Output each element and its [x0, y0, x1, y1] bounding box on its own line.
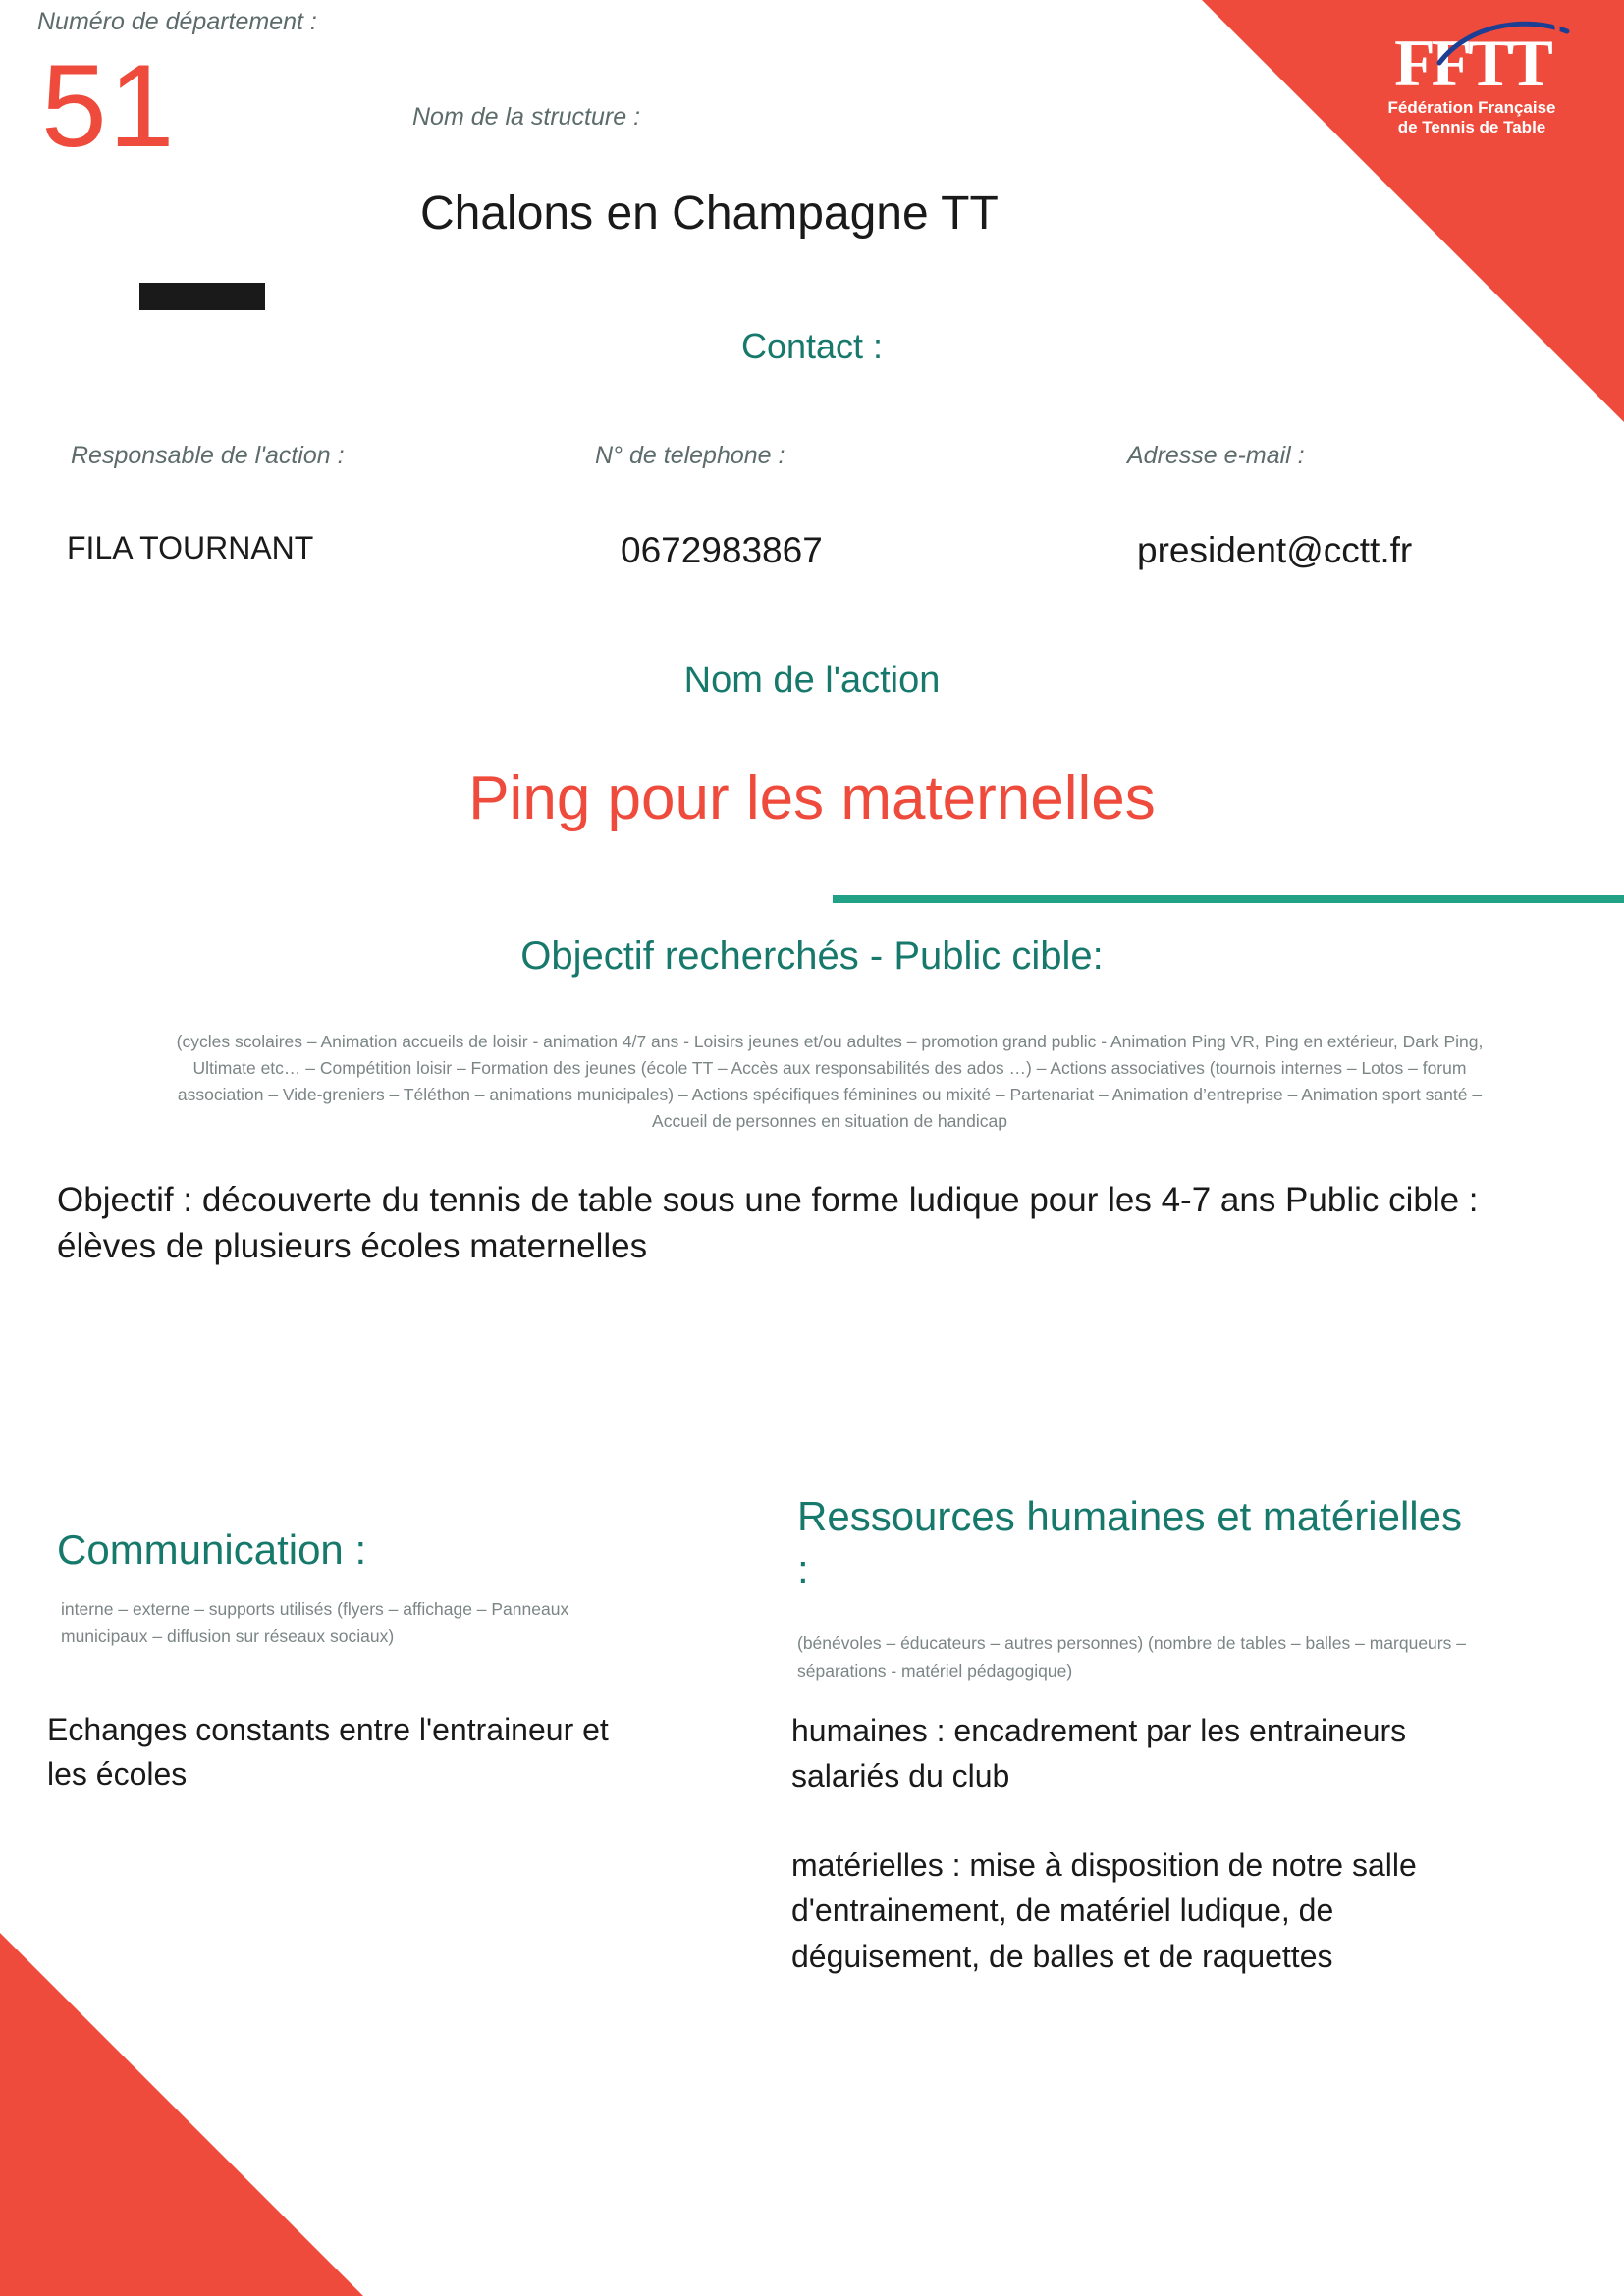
bottom-left-red-corner: [0, 1933, 363, 2296]
department-underline: [139, 283, 265, 310]
responsable-label: Responsable de l'action :: [71, 442, 345, 469]
logo-subtitle-line2: de Tennis de Table: [1397, 117, 1546, 136]
objectif-title: Objectif recherchés - Public cible:: [520, 934, 1104, 978]
email-label: Adresse e-mail :: [1127, 442, 1305, 469]
logo-swoosh-icon: [1430, 14, 1577, 73]
responsable-value: FILA TOURNANT: [67, 530, 314, 565]
email-value: president@cctt.fr: [1137, 530, 1413, 570]
communication-body: Echanges constants entre l'entraineur et les écoles: [47, 1712, 609, 1792]
objectif-body: Objectif : découverte du tennis de table sous une forme ludique pour les 4-7 ans Public cible : élèves de plusieurs écoles maternelles: [57, 1181, 1479, 1265]
teal-divider: [833, 895, 1624, 903]
ressources-helper-text: (bénévoles – éducateurs – autres personnes) (nombre de tables – balles – marqueurs – séparations - matériel pédagogique): [797, 1633, 1466, 1681]
structure-value: Chalons en Champagne TT: [420, 187, 999, 240]
action-name: Ping pour les maternelles: [468, 765, 1156, 832]
logo-wordmark: FFTT: [1394, 26, 1549, 100]
contact-title: Contact :: [740, 326, 884, 366]
ressources-title: Ressources humaines et matérielles :: [797, 1493, 1462, 1592]
ressources-body-materielles: matérielles : mise à disposition de notre salle d'entrainement, de matériel ludique, de déguisement, de balles et de raquettes: [791, 1846, 1417, 1974]
communication-helper-text: interne – externe – supports utilisés (flyers – affichage – Panneaux municipaux – diffusion sur réseaux sociaux): [61, 1599, 569, 1646]
telephone-value: 0672983867: [621, 530, 823, 570]
department-label: Numéro de département :: [37, 8, 317, 35]
telephone-label: N° de telephone :: [595, 442, 785, 469]
logo-subtitle-line1: Fédération Française: [1387, 98, 1556, 117]
objectif-helper-text: (cycles scolaires – Animation accueils de loisir - animation 4/7 ans - Loisirs jeunes et/ou adultes – promotion grand public - Animation Ping VR, Ping en extérieur, Dark Ping, Ultimate etc… – Compétition loisir – Formation des jeunes (école TT – Accès aux responsabilités des ados …) – Actions associatives (tournois internes – Lotos – forum association – Vide-greniers – Téléthon – animations municipales) – Actions spécifiques féminines ou mixité – Partenariat – Animation d’entreprise – Animation sport santé – Accueil de personnes en situation de handicap: [176, 1032, 1484, 1132]
ressources-body-humaines: humaines : encadrement par les entraineurs salariés du club: [791, 1713, 1407, 1794]
fftt-logo: [1359, 26, 1585, 136]
action-title: Nom de l'action: [683, 660, 941, 701]
department-number: 51: [41, 40, 177, 172]
ressources-body: [791, 1708, 1479, 1979]
communication-title: Communication :: [57, 1526, 367, 1573]
structure-label: Nom de la structure :: [412, 103, 641, 131]
